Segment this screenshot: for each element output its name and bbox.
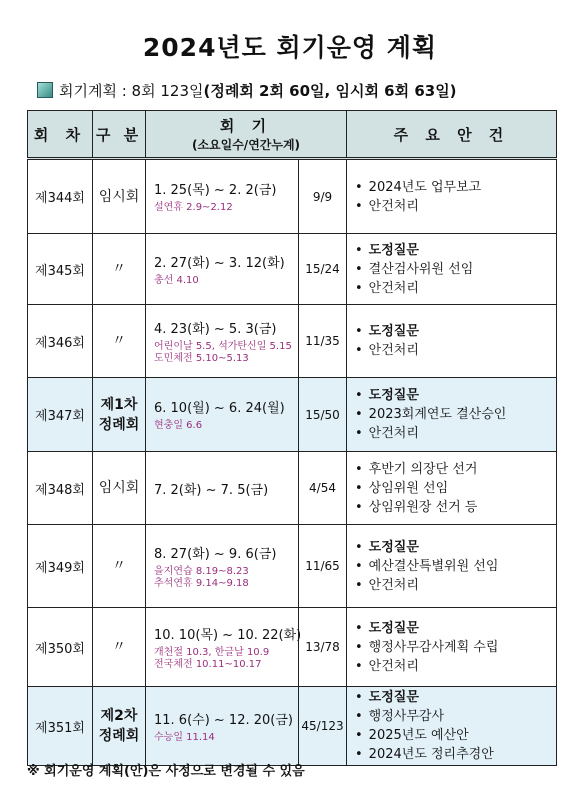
- holiday-note: 전국체전 10.11~10.17: [154, 658, 262, 670]
- header-type: 구 분: [93, 111, 146, 159]
- session-dates: 10. 10(목) ~ 10. 22(화) 개천절 10.3, 한글날 10.9 전국체전 10.11~10.17: [146, 608, 299, 687]
- holiday-note: 도민체전 5.10~5.13: [154, 352, 249, 364]
- main-items: [347, 452, 557, 525]
- main-items: [347, 305, 557, 378]
- session-days: 9/9: [299, 159, 347, 234]
- main-items: [347, 378, 557, 452]
- main-items: [347, 234, 557, 305]
- list-item: • 안건처리: [355, 426, 419, 441]
- list-item: • 2024년도 업무보고: [355, 179, 482, 195]
- session-plan-table: [27, 110, 557, 766]
- session-type: 〃: [93, 525, 146, 608]
- list-item: • 안건처리: [355, 280, 419, 296]
- list-item: • 안건처리: [355, 343, 419, 358]
- session-dates: 6. 10(월) ~ 6. 24(월) 현충일 6.6: [146, 378, 299, 452]
- page-title: 2024년도 회기운영 계획: [142, 33, 438, 62]
- session-type: 〃: [93, 608, 146, 687]
- session-days: 13/78: [299, 608, 347, 687]
- session-days: 11/65: [299, 525, 347, 608]
- summary-extra: 임시회 6회 63일): [330, 82, 457, 100]
- list-item: • 결산검사위원 선임: [355, 261, 474, 277]
- holiday-note: 현충일 6.6: [154, 420, 203, 431]
- session-type: 제2차 정례회: [93, 687, 146, 766]
- table-row: [28, 378, 557, 452]
- session-dates: 2. 27(화) ~ 3. 12(화) 총선 4.10: [146, 234, 299, 305]
- holiday-note: 설연휴 2.9~2.12: [154, 202, 233, 213]
- session-dates: 7. 2(화) ~ 7. 5(금): [146, 452, 299, 525]
- session-type: 제1차 정례회: [93, 378, 146, 452]
- list-item: • 안건처리: [355, 658, 419, 674]
- table-header-row: [28, 111, 557, 159]
- session-type: 임시회: [93, 452, 146, 525]
- list-item: • 상임위원장 선거 등: [355, 499, 478, 515]
- session-type: 〃: [93, 234, 146, 305]
- list-item: • 행정사무감사계획 수립: [355, 639, 499, 655]
- session-type: 임시회: [93, 159, 146, 234]
- holiday-note: 어린이날 5.5, 석가탄신일 5.15: [154, 340, 292, 352]
- holiday-note: 총선 4.10: [154, 274, 199, 286]
- session-days: 15/50: [299, 378, 347, 452]
- main-items: [347, 687, 557, 766]
- list-item: • 도정질문: [355, 620, 419, 636]
- holiday-note: 을지연습 8.19~8.23: [154, 565, 249, 577]
- session-number: 제350회: [28, 608, 93, 687]
- list-item: • 예산결산특별위원 선임: [355, 558, 499, 574]
- session-dates: 4. 23(화) ~ 5. 3(금) 어린이날 5.5, 석가탄신일 5.15 도민체전 5.10~5.13: [146, 305, 299, 378]
- list-item: • 2025년도 예산안: [355, 728, 469, 743]
- square-bullet-icon: [37, 82, 53, 98]
- summary-regular: (정례회 2회 60일,: [203, 82, 331, 100]
- summary-prefix: 회기계획 : 8회 123일: [59, 82, 204, 100]
- session-dates: 1. 25(목) ~ 2. 2(금) 설연휴 2.9~2.12: [146, 159, 299, 234]
- list-item: • 도정질문: [355, 539, 419, 555]
- list-item: • 도정질문: [355, 242, 419, 258]
- session-number: 제351회: [28, 687, 93, 766]
- session-number: 제348회: [28, 452, 93, 525]
- list-item: • 2024년도 정리추경안: [355, 747, 494, 762]
- list-item: • 도정질문: [355, 690, 419, 705]
- list-item: • 상임위원 선임: [355, 480, 449, 496]
- session-days: 15/24: [299, 234, 347, 305]
- header-session-period: 회 기 (소요일수/연간누계): [146, 111, 347, 159]
- list-item: • 안건처리: [355, 198, 419, 214]
- list-item: • 후반기 의장단 선거: [355, 461, 478, 477]
- main-items: [347, 159, 557, 234]
- table-row: [28, 525, 557, 608]
- session-number: 제346회: [28, 305, 93, 378]
- main-items: [347, 525, 557, 608]
- table-row: [28, 608, 557, 687]
- main-items: [347, 608, 557, 687]
- table-row: [28, 687, 557, 766]
- session-number: 제345회: [28, 234, 93, 305]
- list-item: • 행정사무감사: [355, 709, 445, 724]
- session-days: 11/35: [299, 305, 347, 378]
- summary-line: [37, 80, 457, 101]
- header-session-no: 회 차: [28, 111, 93, 159]
- table-row: [28, 452, 557, 525]
- footnote: ※ 회기운영 계획(안)은 사정으로 변경될 수 있음: [27, 764, 305, 779]
- holiday-note: 수능일 11.14: [154, 731, 215, 743]
- session-days: 45/123: [299, 687, 347, 766]
- session-number: 제344회: [28, 159, 93, 234]
- session-dates: 8. 27(화) ~ 9. 6(금) 을지연습 8.19~8.23 추석연휴 9.14~9.18: [146, 525, 299, 608]
- table-row: [28, 234, 557, 305]
- list-item: • 2023회계연도 결산승인: [355, 407, 507, 422]
- table-row: [28, 305, 557, 378]
- holiday-note: 추석연휴 9.14~9.18: [154, 577, 249, 589]
- session-dates: 11. 6(수) ~ 12. 20(금) 수능일 11.14: [146, 687, 299, 766]
- list-item: • 도정질문: [355, 324, 419, 339]
- header-main-items: 주 요 안 건: [347, 111, 557, 159]
- session-type: 〃: [93, 305, 146, 378]
- session-number: 제347회: [28, 378, 93, 452]
- table-row: [28, 159, 557, 234]
- session-days: 4/54: [299, 452, 347, 525]
- list-item: • 도정질문: [355, 388, 419, 403]
- holiday-note: 개천절 10.3, 한글날 10.9: [154, 646, 270, 658]
- session-number: 제349회: [28, 525, 93, 608]
- list-item: • 안건처리: [355, 577, 419, 593]
